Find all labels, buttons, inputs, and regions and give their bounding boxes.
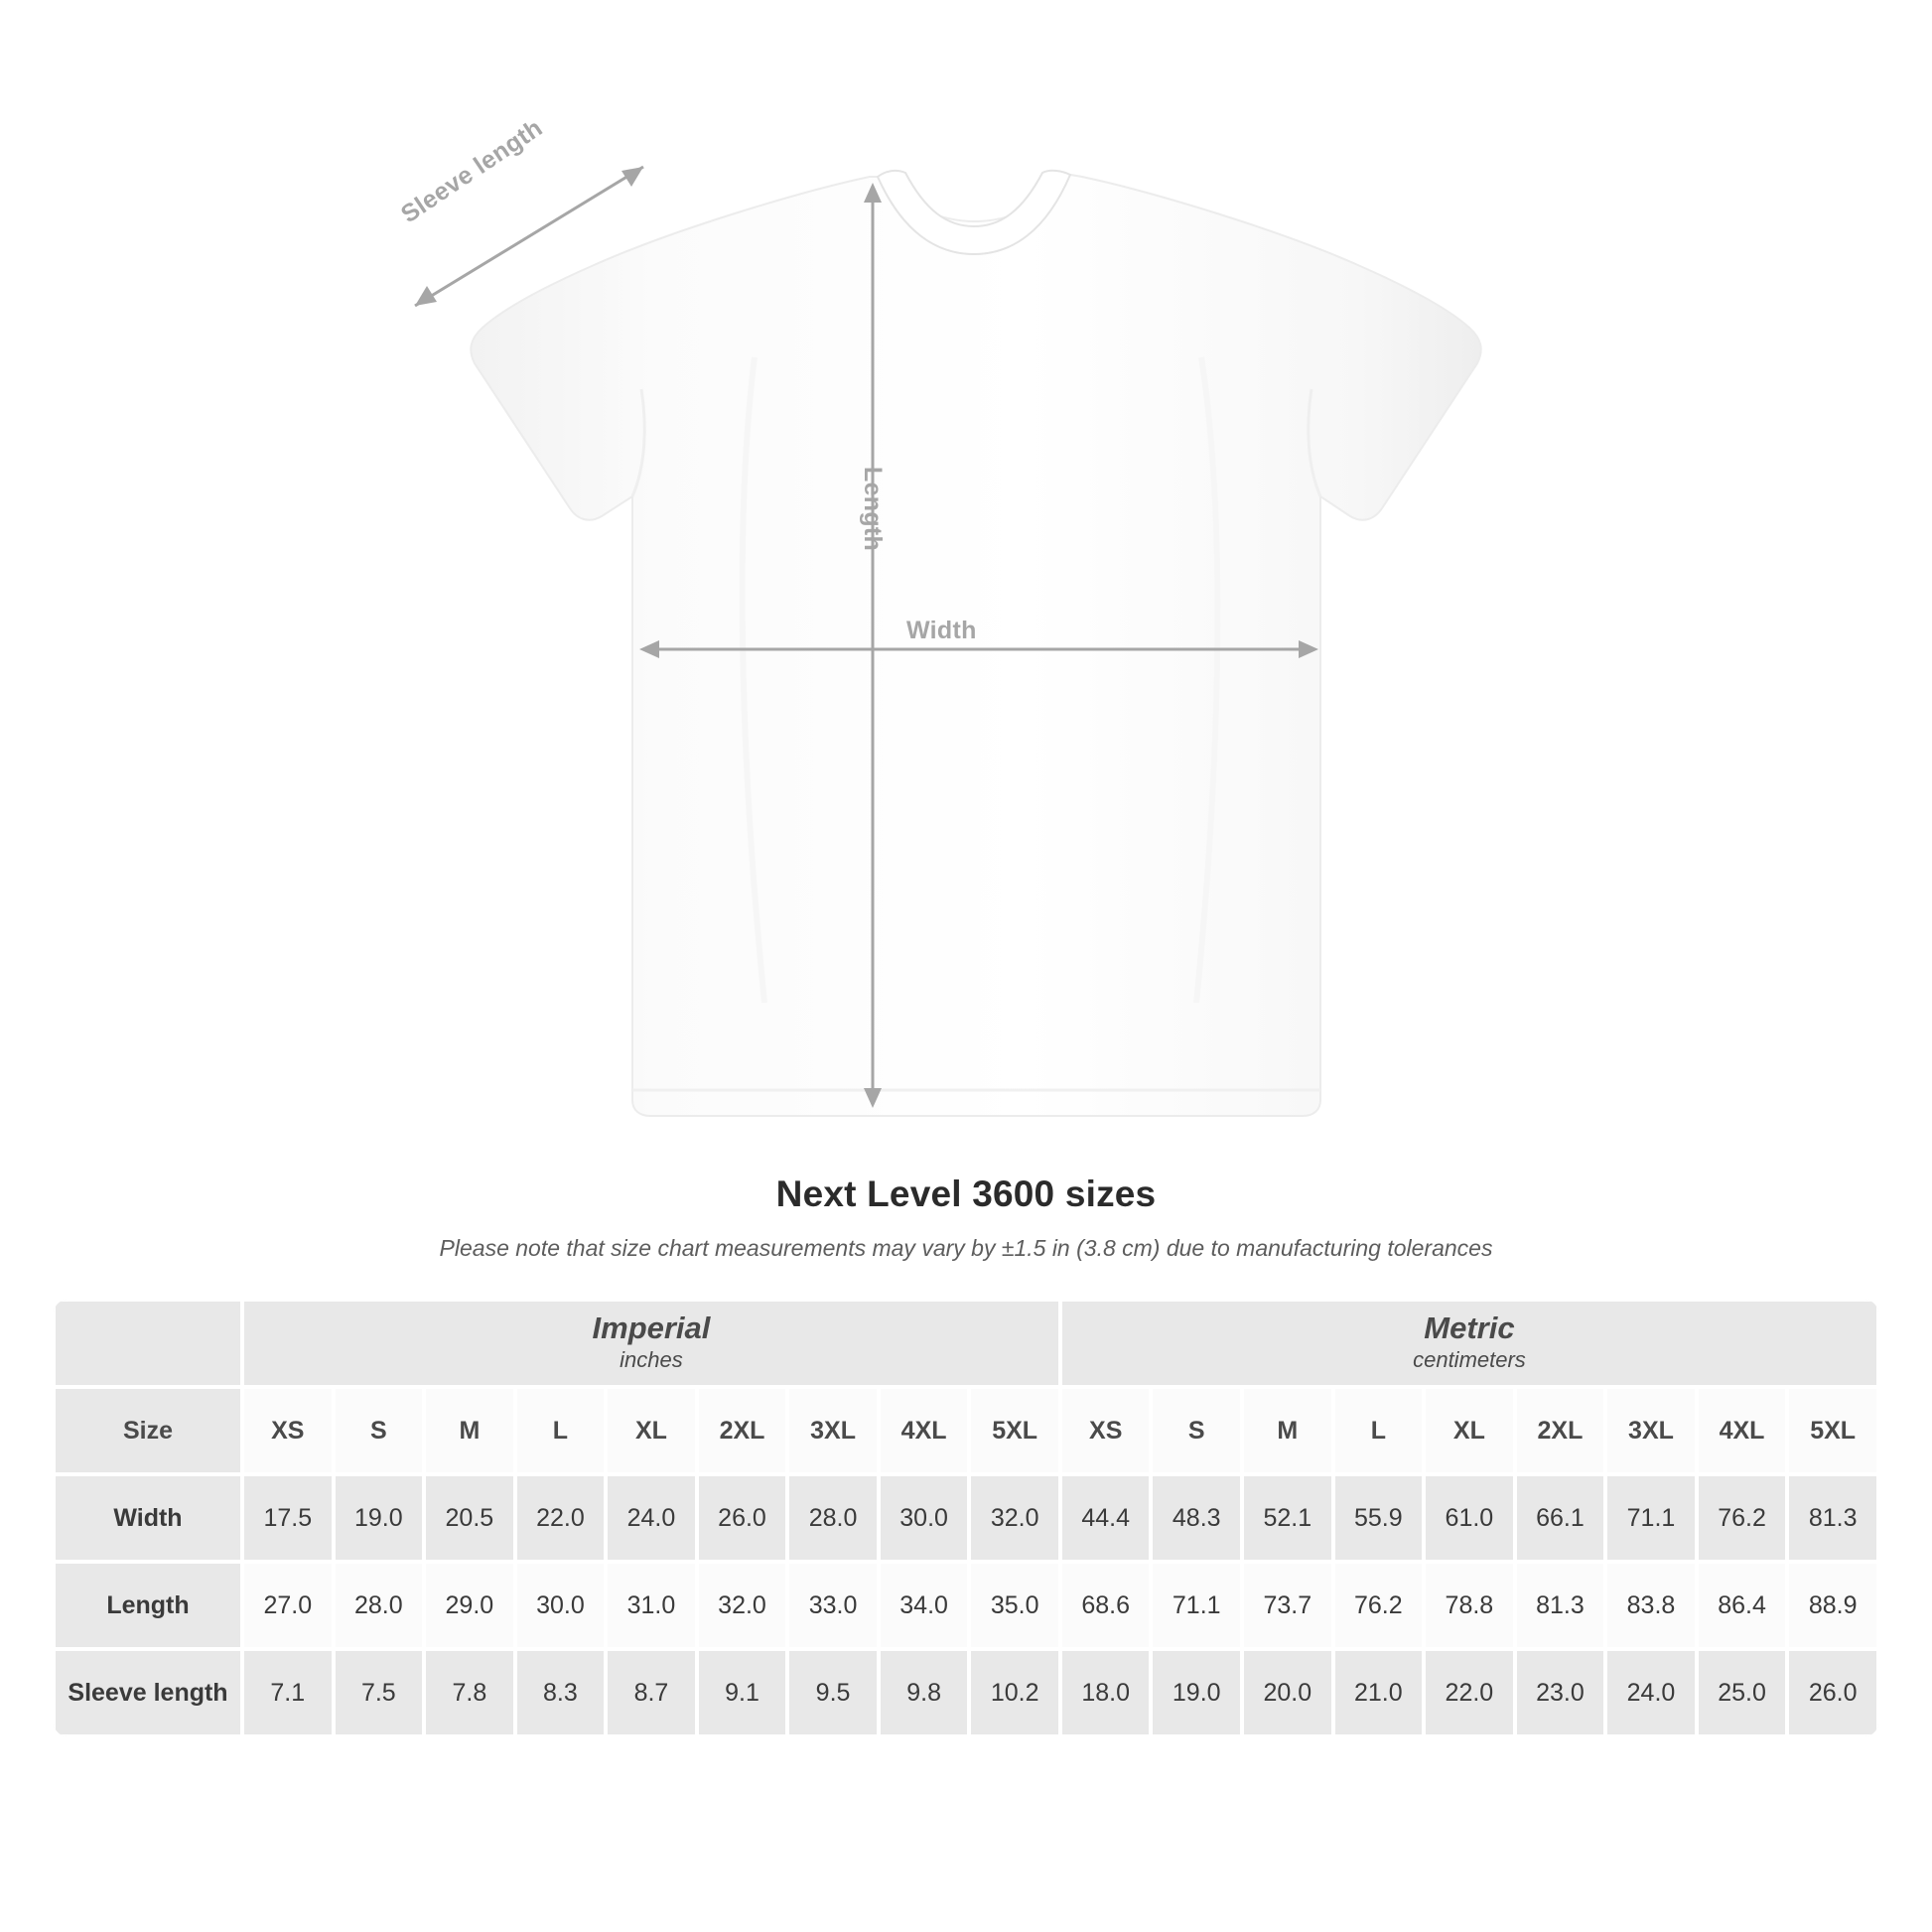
measurement-cell: 81.3 bbox=[1787, 1474, 1878, 1562]
size-column-header: 5XL bbox=[969, 1387, 1060, 1474]
length-dimension-label: Length bbox=[859, 467, 887, 552]
measurement-cell: 19.0 bbox=[334, 1474, 425, 1562]
measurement-cell: 31.0 bbox=[606, 1562, 697, 1649]
measurement-cell: 20.5 bbox=[424, 1474, 515, 1562]
size-column-header: XL bbox=[1424, 1387, 1515, 1474]
measurement-cell: 22.0 bbox=[515, 1474, 607, 1562]
page-title: Next Level 3600 sizes bbox=[775, 1173, 1157, 1214]
measurement-cell: 21.0 bbox=[1333, 1649, 1425, 1736]
measurement-cell: 61.0 bbox=[1424, 1474, 1515, 1562]
measurement-cell: 9.1 bbox=[697, 1649, 788, 1736]
unit-group-subtitle: inches bbox=[620, 1347, 683, 1373]
measurement-cell: 71.1 bbox=[1151, 1562, 1242, 1649]
measurement-cell: 28.0 bbox=[334, 1562, 425, 1649]
size-column-header: L bbox=[515, 1387, 607, 1474]
table-row bbox=[54, 1562, 1878, 1649]
size-column-header: XL bbox=[606, 1387, 697, 1474]
size-header-row bbox=[54, 1387, 1878, 1474]
measurement-cell: 44.4 bbox=[1060, 1474, 1152, 1562]
unit-group-name: Imperial bbox=[592, 1310, 711, 1345]
measurement-cell: 33.0 bbox=[787, 1562, 879, 1649]
measurement-cell: 25.0 bbox=[1697, 1649, 1788, 1736]
measurement-cell: 8.3 bbox=[515, 1649, 607, 1736]
measurement-cell: 18.0 bbox=[1060, 1649, 1152, 1736]
size-column-header: 2XL bbox=[1515, 1387, 1606, 1474]
size-column-header: 2XL bbox=[697, 1387, 788, 1474]
tolerance-note: Please note that size chart measurements may vary by ±1.5 in (3.8 cm) due to manufacturing tolerances bbox=[439, 1235, 1493, 1261]
measurement-cell: 27.0 bbox=[242, 1562, 334, 1649]
width-dimension-label: Width bbox=[906, 617, 977, 644]
measurement-cell: 86.4 bbox=[1697, 1562, 1788, 1649]
measurement-cell: 30.0 bbox=[515, 1562, 607, 1649]
measurement-cell: 32.0 bbox=[969, 1474, 1060, 1562]
measurement-cell: 83.8 bbox=[1605, 1562, 1697, 1649]
measurement-cell: 88.9 bbox=[1787, 1562, 1878, 1649]
sleeve-length-dimension-label: Sleeve length bbox=[396, 113, 548, 229]
size-column-header: S bbox=[334, 1387, 425, 1474]
unit-group-header-metric bbox=[1060, 1300, 1878, 1387]
measurement-cell: 9.8 bbox=[879, 1649, 970, 1736]
measurement-row-label: Sleeve length bbox=[54, 1649, 242, 1736]
size-column-header: XS bbox=[242, 1387, 334, 1474]
measurement-cell: 7.1 bbox=[242, 1649, 334, 1736]
table-row bbox=[54, 1649, 1878, 1736]
measurement-cell: 24.0 bbox=[606, 1474, 697, 1562]
size-column-header: S bbox=[1151, 1387, 1242, 1474]
measurement-cell: 24.0 bbox=[1605, 1649, 1697, 1736]
size-column-header: 5XL bbox=[1787, 1387, 1878, 1474]
measurement-cell: 17.5 bbox=[242, 1474, 334, 1562]
measurement-cell: 22.0 bbox=[1424, 1649, 1515, 1736]
size-column-header: M bbox=[1242, 1387, 1333, 1474]
unit-group-subtitle: centimeters bbox=[1413, 1347, 1526, 1373]
measurement-cell: 26.0 bbox=[697, 1474, 788, 1562]
table-corner-cell bbox=[54, 1300, 242, 1387]
unit-header-row bbox=[54, 1300, 1878, 1387]
measurement-cell: 81.3 bbox=[1515, 1562, 1606, 1649]
measurement-cell: 52.1 bbox=[1242, 1474, 1333, 1562]
measurement-cell: 28.0 bbox=[787, 1474, 879, 1562]
measurement-cell: 7.8 bbox=[424, 1649, 515, 1736]
measurement-cell: 23.0 bbox=[1515, 1649, 1606, 1736]
size-table-wrapper bbox=[54, 1300, 1878, 1736]
measurement-cell: 29.0 bbox=[424, 1562, 515, 1649]
measurement-cell: 32.0 bbox=[697, 1562, 788, 1649]
measurement-cell: 48.3 bbox=[1151, 1474, 1242, 1562]
size-column-header: 4XL bbox=[1697, 1387, 1788, 1474]
title-block bbox=[0, 1173, 1932, 1262]
measurement-cell: 73.7 bbox=[1242, 1562, 1333, 1649]
measurement-row-label: Length bbox=[54, 1562, 242, 1649]
unit-group-name: Metric bbox=[1424, 1310, 1515, 1345]
measurement-cell: 8.7 bbox=[606, 1649, 697, 1736]
measurement-cell: 10.2 bbox=[969, 1649, 1060, 1736]
measurement-cell: 19.0 bbox=[1151, 1649, 1242, 1736]
measurement-cell: 20.0 bbox=[1242, 1649, 1333, 1736]
table-row bbox=[54, 1474, 1878, 1562]
measurement-cell: 7.5 bbox=[334, 1649, 425, 1736]
measurement-cell: 30.0 bbox=[879, 1474, 970, 1562]
measurement-cell: 66.1 bbox=[1515, 1474, 1606, 1562]
measurement-row-label: Width bbox=[54, 1474, 242, 1562]
measurement-cell: 78.8 bbox=[1424, 1562, 1515, 1649]
size-header-cell: Size bbox=[54, 1387, 242, 1474]
measurement-cell: 34.0 bbox=[879, 1562, 970, 1649]
size-table bbox=[54, 1300, 1878, 1736]
measurement-cell: 76.2 bbox=[1333, 1562, 1425, 1649]
unit-group-header-imperial bbox=[242, 1300, 1060, 1387]
measurement-cell: 26.0 bbox=[1787, 1649, 1878, 1736]
measurement-cell: 9.5 bbox=[787, 1649, 879, 1736]
size-column-header: 4XL bbox=[879, 1387, 970, 1474]
measurement-cell: 71.1 bbox=[1605, 1474, 1697, 1562]
measurement-cell: 76.2 bbox=[1697, 1474, 1788, 1562]
measurement-cell: 68.6 bbox=[1060, 1562, 1152, 1649]
size-column-header: 3XL bbox=[1605, 1387, 1697, 1474]
measurement-cell: 55.9 bbox=[1333, 1474, 1425, 1562]
size-column-header: M bbox=[424, 1387, 515, 1474]
measurement-cell: 35.0 bbox=[969, 1562, 1060, 1649]
size-column-header: L bbox=[1333, 1387, 1425, 1474]
size-column-header: 3XL bbox=[787, 1387, 879, 1474]
size-column-header: XS bbox=[1060, 1387, 1152, 1474]
